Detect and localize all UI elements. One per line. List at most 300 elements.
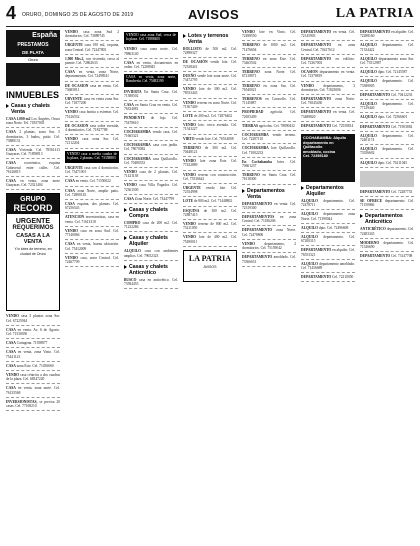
ad-text: casa céntrica a dos cuadras de la plaza. Cel. 68347220: [6, 373, 60, 382]
ad-text: en venta, buena ubicación. Cel. 75412009: [65, 242, 119, 251]
classified-ad: [124, 249, 178, 257]
classified-ad: [6, 328, 60, 336]
ad-separator: [124, 203, 178, 204]
ad-keyword: DEPARTAMENTO: [301, 110, 332, 115]
espana-line-1: PRESTAMOS: [17, 42, 49, 48]
classified-ad: [183, 186, 237, 194]
classified-ad: [183, 87, 237, 95]
ad-separator: [360, 122, 414, 123]
ad-keyword: MODERNO: [360, 240, 380, 245]
ad-separator: [65, 94, 119, 95]
ad-keyword: PROPIEDAD: [242, 110, 264, 115]
ad-keyword: VENDO: [124, 170, 137, 175]
ad-text: casa sobre avenida, 4 dormitorios. Cel. 71827788: [65, 123, 119, 133]
classified-ad: [360, 79, 414, 87]
record-brand: RECORD: [13, 203, 53, 214]
classified-ad: [183, 235, 237, 243]
ad-keyword: URGENTE: [65, 166, 83, 171]
ad-text: en venta. Cel. 72145903: [301, 30, 355, 39]
column-1: [6, 30, 60, 542]
patria-title: LA PATRIA: [188, 253, 232, 263]
ad-keyword: DEPARTAMENTO: [301, 123, 332, 128]
classified-ad: [360, 134, 414, 142]
ad-text: departamento. Cel. 72483345: [360, 227, 414, 236]
classified-ad: [242, 242, 296, 250]
ad-separator: [242, 157, 296, 158]
classified-ad: [124, 197, 178, 201]
classified-ad: [124, 278, 178, 286]
ad-separator: [65, 239, 119, 240]
classified-ad: [183, 60, 237, 68]
classified-ad: [360, 125, 414, 129]
ad-text: en zona Este. Cel. 73465502: [242, 56, 296, 66]
highlighted-ad: [124, 74, 178, 86]
classified-ad: [360, 93, 414, 97]
ad-text: con vivienda, cerca al puente. Cel. 72862633: [65, 56, 119, 66]
ad-text: Cel. 73147708: [391, 254, 413, 259]
espana-loan-ad: [6, 30, 60, 86]
ad-keyword: SE OFRECE: [360, 199, 383, 204]
ad-text: de 500 m2. Cel. 72898327: [183, 47, 237, 56]
column-5: [242, 30, 296, 542]
ad-text: departamento zona Sur. Cel. 75512987: [360, 56, 414, 66]
classified-ad: [124, 103, 178, 111]
ad-text: lote, cerca avenida. Cel. 71543227: [183, 123, 237, 132]
classified-ad: [65, 166, 119, 174]
ad-keyword: ROLLISTO: [183, 47, 202, 51]
cozy-line: Cel. 72355180: [303, 154, 328, 159]
ad-text: en venta, zona norte. Cel. 76135568: [6, 386, 60, 395]
classified-ad: [124, 47, 178, 55]
ad-text: casa en venta zona Sur. Cel. 71877200: [65, 97, 119, 106]
ad-text: vendo lote. Cel. 72338441: [183, 60, 237, 69]
section-heading: INMUEBLES: [6, 90, 60, 100]
ad-separator: [301, 81, 355, 82]
classified-ad: [301, 97, 355, 105]
classified-ad: [301, 235, 355, 243]
ad-keyword: PENDIENTE: [124, 116, 145, 121]
ad-keyword: CASA: [6, 363, 16, 368]
ad-separator: [183, 170, 237, 171]
classified-ad: [360, 190, 414, 194]
ad-separator: [65, 107, 119, 108]
ad-text: Cel. 70412233: [391, 92, 413, 97]
ad-separator: [65, 199, 119, 200]
ad-keyword: 1.900 Mts.2,: [65, 56, 85, 61]
classified-ad: [242, 160, 296, 168]
ad-text: departamento. Cel. 77129440: [360, 102, 414, 111]
ad-separator: [301, 259, 355, 260]
classified-ad: [6, 350, 60, 358]
record-casas: CASAS A LA VENTA: [16, 233, 50, 246]
ad-separator: [360, 40, 414, 41]
ad-text: casa bonita a estrenar. Cel. 75126532: [65, 110, 119, 119]
ad-text: en zona Central. Cel. 71186206: [242, 215, 296, 224]
ad-keyword: CASA: [124, 60, 134, 65]
classified-ad: [65, 215, 119, 223]
ad-separator: [183, 232, 237, 233]
ad-separator: [301, 54, 355, 55]
ad-keyword: DUEÑO: [183, 73, 196, 78]
ad-text: departamento. Cel. 73388005: [360, 79, 414, 88]
ad-text: casa, zona Central. Cel. 72467709: [65, 255, 119, 264]
ad-separator: [6, 176, 60, 177]
ad-text: casa Quillacollo. Cel. 70480333: [124, 156, 178, 165]
ad-keyword: DE OCASION: [65, 123, 89, 128]
classified-ad: [183, 146, 237, 154]
ad-separator: [242, 184, 296, 185]
column-3: [124, 30, 178, 542]
highlighted-ad-text: CASA en venta, zona norte, Ranchería. Cel. 75482190: [126, 75, 176, 84]
classified-ad: [183, 173, 237, 181]
classified-ad: [360, 30, 414, 38]
ad-separator: [65, 67, 119, 68]
classified-ad: [360, 102, 414, 110]
classified-ad: [6, 117, 60, 125]
ad-keyword: ALQUILO: [360, 102, 377, 107]
ad-separator: [183, 143, 237, 144]
ad-separator: [360, 209, 414, 210]
ad-separator: [360, 238, 414, 239]
ad-separator: [242, 225, 296, 226]
ad-separator: [301, 121, 355, 122]
ad-keyword: CASA: [65, 202, 75, 207]
ad-keyword: DEPARTAMENTO: [360, 254, 391, 259]
ad-text: de 800 m2. Cel. 71448802: [193, 199, 233, 204]
ad-keyword: CASA: [65, 188, 75, 193]
ad-keyword: DEPARTAMENTO: [242, 228, 273, 233]
ad-keyword: INVIERTA: [124, 89, 142, 94]
ad-keyword: VENDO: [65, 30, 78, 34]
ad-separator: [124, 113, 178, 114]
ad-separator: [242, 239, 296, 240]
ad-separator: [183, 183, 237, 184]
ad-keyword: LOTE: [183, 114, 193, 119]
ad-separator: [124, 167, 178, 168]
ad-keyword: VENDO: [183, 87, 196, 92]
classified-ad: [301, 226, 355, 230]
ad-text: casa con ambientes amplios. Cel. 79652323: [124, 249, 178, 258]
classified-ad: [65, 242, 119, 250]
ad-text: departamento, 3 dormitorios. Cel. 71823006: [301, 83, 355, 92]
ad-text: departamento. Cel. 71150066: [360, 199, 414, 208]
ad-keyword: DEPARTAMENTO: [301, 30, 332, 34]
ad-text: zona Este. Cel. 71456660: [16, 363, 54, 368]
record-urgent: URGENTE: [15, 218, 51, 226]
record-require: REQUERIMOS: [12, 225, 54, 232]
record-realty-ad: [6, 193, 60, 311]
classified-ad: [6, 314, 60, 322]
section-heading: Lotes y terrenos Venta: [183, 33, 237, 45]
section-heading: Departamentos Anticrético: [360, 213, 414, 225]
classified-ad: [301, 275, 355, 279]
ad-separator: [65, 176, 119, 177]
ad-separator: [183, 111, 237, 112]
ad-keyword: CASA: [6, 161, 16, 166]
patria-house-ad: [183, 250, 237, 282]
ad-text: en alquiler. Cel. 76553321: [301, 248, 355, 257]
ad-keyword: ALQUILO: [360, 43, 377, 48]
ad-keyword: CASA: [6, 148, 16, 153]
ad-keyword: INVERSIONISTAS,: [6, 399, 38, 404]
classified-ad: [65, 57, 119, 65]
ad-text: en Santa Cruz. Cel. 76118300: [242, 173, 296, 182]
ad-text: en venta, zona Norte, departamentos. Cel. 72498541: [65, 70, 119, 79]
ad-separator: [6, 325, 60, 326]
ad-separator: [183, 84, 237, 85]
classified-ad: [65, 30, 119, 38]
ad-separator: [65, 266, 119, 267]
ad-keyword: ALQUILO: [360, 147, 377, 152]
ad-keyword: DEPARTAMENTO: [360, 124, 391, 129]
ad-separator: [360, 90, 414, 91]
ad-text: departamento. Cel. 73356692: [360, 147, 414, 156]
ad-text: vendo terreno. Cel. 72287110: [242, 133, 296, 142]
ad-text: terreno en zona Norte. Cel. 71367449: [183, 100, 237, 109]
ad-keyword: DEPARTAMENTO: [242, 255, 273, 260]
ad-separator: [6, 383, 60, 384]
ad-separator: [242, 266, 296, 267]
ad-text: vende lote zona norte. Cel. 73472795: [183, 73, 237, 83]
ad-separator: [183, 246, 237, 247]
ad-separator: [6, 397, 60, 398]
ad-separator: [124, 100, 178, 101]
classified-ad: [183, 159, 237, 167]
ad-keyword: CASA: [65, 242, 75, 247]
classified-ad: [124, 221, 178, 229]
classified-ad: [360, 43, 414, 51]
ad-keyword: ALQUILO: [301, 199, 318, 204]
classified-ad: [65, 110, 119, 118]
ad-keyword: CASA: [65, 70, 75, 75]
ad-separator: [360, 158, 414, 159]
ad-separator: [242, 130, 296, 131]
ad-keyword: TERRENO: [242, 43, 260, 48]
ad-text: casa con jardín. Cel. 78070082: [124, 143, 178, 152]
ad-text: Vivienda. Cel. 78561413 Guayaras. Cel. 71858813: [6, 148, 60, 157]
ad-text: Cel. 72558814: [332, 123, 354, 128]
classified-ad: [65, 189, 119, 197]
classified-ad: [360, 227, 414, 235]
ad-separator: [242, 81, 296, 82]
classified-ad: [65, 179, 119, 183]
ad-keyword: CASA: [6, 130, 16, 135]
ad-separator: [242, 107, 296, 108]
classified-ad: [242, 70, 296, 78]
ad-separator: [301, 281, 355, 282]
ad-keyword: CASA: [124, 103, 134, 108]
section-heading: Casas y chalets Anticrético: [124, 264, 178, 276]
ad-separator: [124, 140, 178, 141]
ad-text: en venta. Av. 6 de Agosto. Cel. 71530050: [6, 327, 60, 337]
classified-ad: [6, 400, 60, 408]
ad-separator: [183, 134, 237, 135]
classified-ad: [242, 133, 296, 141]
section-heading: Casas y chalets Alquiler: [124, 235, 178, 247]
ad-separator: [65, 226, 119, 227]
ad-separator: [124, 231, 178, 232]
ad-separator: [65, 134, 119, 135]
ad-keyword: DEPARTAMENTO: [301, 56, 332, 61]
ad-text: casa Villa Pagador. Cel. 72361500: [124, 183, 178, 192]
ad-keyword: DEPARTAMENTO: [360, 92, 391, 97]
ad-text: de 200 m2. Cel. 72876402: [193, 114, 233, 119]
ad-text: esquina, dos plantas. Cel. 67256543: [65, 202, 119, 211]
classified-ad: [6, 179, 60, 187]
classified-ad: [65, 43, 119, 51]
classified-ad: [6, 373, 60, 381]
ad-separator: [65, 40, 119, 41]
ad-keyword: URGENTE: [65, 43, 83, 48]
ad-keyword: TERRENO: [242, 56, 260, 61]
section-title: AVISOS: [188, 7, 240, 22]
ad-keyword: ALQUILO: [124, 249, 141, 254]
ad-separator: [183, 120, 237, 121]
ad-keyword: COCHABAMBA: [124, 156, 151, 161]
classified-ad: [301, 199, 355, 207]
ad-keyword: ATENCION: [65, 215, 85, 220]
highlighted-ad-text: VENDO casa a media cuadra de la plaza, 2 plantas. Cel. 73358803: [67, 151, 117, 160]
ad-separator: [360, 67, 414, 68]
ad-text: en venta. Cel. 73488820: [301, 110, 355, 119]
ad-text: 2 plantas, zona Sur, 5 dormitorios, 3 baños, patio. Cel. 73888131: [6, 130, 60, 143]
ad-text: amoblado. Cel. 73366651: [242, 255, 296, 264]
ad-text: en Santa Cruz en venta. Cel. 76354081: [124, 103, 178, 112]
ad-keyword: VENDO: [242, 241, 255, 246]
classified-ad: [301, 124, 355, 128]
classified-ad: [124, 130, 178, 138]
ad-text: casa de 200 m2. Cel. 71232286: [124, 221, 178, 230]
highlighted-ad-text: VENDO casa zona Sud, cerca de la plaza. Cel. 71888405: [126, 33, 176, 42]
ad-text: lote de 400 m2. Cel. 75490011: [183, 235, 237, 244]
classified-ad: [6, 161, 60, 174]
ad-keyword: DEPARTAMENTO: [301, 248, 332, 253]
ad-text: se precisa 20 casas. Cel. 77168210: [6, 399, 60, 409]
classified-ad: [6, 148, 60, 156]
classified-ad: [6, 364, 60, 368]
ad-keyword: CASA: [65, 179, 75, 184]
ad-separator: [360, 131, 414, 132]
ad-separator: [6, 189, 60, 190]
newspaper-brand: LA PATRIA: [335, 6, 414, 21]
ad-separator: [242, 252, 296, 253]
ad-text: de 300 m2. Cel. 72887415: [183, 208, 237, 217]
ad-keyword: ALQUILO: [301, 212, 318, 217]
ad-text: en edificio. Cel. 72367003: [301, 56, 355, 66]
ad-keyword: COCHABAMBA: [124, 129, 151, 134]
ad-keyword: VENDO: [301, 83, 314, 88]
classified-ad: [124, 143, 178, 151]
classified-ad: [301, 110, 355, 118]
ad-keyword: CASA: [6, 327, 16, 332]
ad-keyword: TERRENOS: [242, 97, 262, 102]
ad-text: de lujo. Cel. 75478610: [124, 116, 178, 125]
classified-ad: [242, 202, 296, 210]
ad-separator: [301, 107, 355, 108]
ad-text: en zona Central. Cel. 70417612: [301, 43, 355, 52]
ad-keyword: CASA: [6, 350, 16, 355]
ad-separator: [301, 245, 355, 246]
classified-ad: [242, 30, 296, 38]
ad-separator: [242, 67, 296, 68]
classified-ad: [124, 90, 178, 98]
ad-text: departamento. Cel. 71526690: [360, 240, 414, 250]
ad-separator: [124, 260, 178, 261]
ad-separator: [242, 212, 296, 213]
record-brand-small: GRUPO: [20, 196, 46, 204]
ad-text: casa en zona Sud. Cel. 77140066: [65, 228, 119, 238]
section-heading: Casas y chalets Compra: [124, 207, 178, 219]
classified-ad: [6, 386, 60, 394]
classified-ad: [360, 70, 414, 74]
classified-ad: [301, 57, 355, 65]
classified-ad: [124, 157, 178, 165]
ad-text: en venta, zona Vinto. Cel. 75441123: [6, 350, 60, 359]
ad-separator: [242, 143, 296, 144]
classified-ad: [301, 70, 355, 78]
ad-text: Los Ángeles, Oruro zona Norte. Tel. 71857003: [6, 117, 60, 126]
ad-text: de 1000 m2. Cel. 71476604: [242, 43, 296, 52]
ad-keyword: VIRTO: [183, 136, 195, 141]
classified-ad: [65, 229, 119, 237]
record-note: Y/o lotes de terreno, en ciudad de Oruro: [14, 247, 52, 256]
ad-keyword: DEPARTAMENTOS: [242, 215, 275, 220]
ad-text: dpto. Cel. 72145587: [377, 70, 408, 75]
classified-ad: [301, 30, 355, 38]
ad-text: terreno de 800 m2. Cel. 73211050: [183, 222, 237, 231]
ad-keyword: OCASION: [301, 70, 318, 75]
ad-text: casa zona Sur. Cel. 72112204: [65, 137, 119, 146]
ad-keyword: ALQUILO: [301, 261, 318, 266]
ad-separator: [6, 145, 60, 146]
ad-keyword: URGENTE: [183, 186, 201, 191]
classified-ad: [124, 116, 178, 124]
ad-text: departamento. Cel. 72478711: [301, 199, 355, 208]
ad-keyword: TERRENO: [183, 145, 201, 150]
classified-ad: [301, 248, 355, 256]
ad-separator: [6, 410, 60, 411]
ad-text: casa de 2 plantas. Cel. 71421138: [124, 170, 178, 179]
ad-text: casa en anticrético. Cel. 73584455: [124, 277, 178, 287]
ad-separator: [183, 196, 237, 197]
ad-keyword: VENDO: [124, 47, 137, 52]
classified-ad: [183, 47, 237, 55]
ad-separator: [360, 251, 414, 252]
ad-keyword: VENDO: [65, 255, 78, 260]
ad-text: En Santa Cruz. Cel. 71388502: [124, 89, 178, 98]
classified-ad: [301, 262, 355, 270]
ad-text: casa zona norte. Cel. 78863140: [124, 47, 178, 56]
ad-keyword: COMPRO: [124, 221, 141, 226]
ad-separator: [124, 58, 178, 59]
ad-keyword: VENDO: [65, 228, 78, 233]
ad-text: departamento en venta. Cel. 72378819: [301, 70, 355, 79]
ad-separator: [301, 67, 355, 68]
classified-ad: [65, 97, 119, 105]
ad-text: departamento. Cel. 67200315: [301, 235, 355, 244]
cozy-line: departamento en Quillacollo: [303, 140, 334, 150]
ad-text: dpto. Cel. 72496608: [318, 225, 349, 230]
ad-keyword: VENDO: [242, 30, 255, 34]
cozy-line: COCHABAMBA: Alquilo: [303, 136, 347, 141]
ad-keyword: VENDO: [183, 100, 196, 105]
ad-separator: [183, 206, 237, 207]
ad-text: Cel. 72287733: [391, 189, 413, 194]
ad-keyword: VENDO: [183, 123, 196, 128]
section-heading: Casas y chalets Venta: [6, 103, 60, 115]
ad-separator: [6, 361, 60, 362]
ad-separator: [301, 223, 355, 224]
